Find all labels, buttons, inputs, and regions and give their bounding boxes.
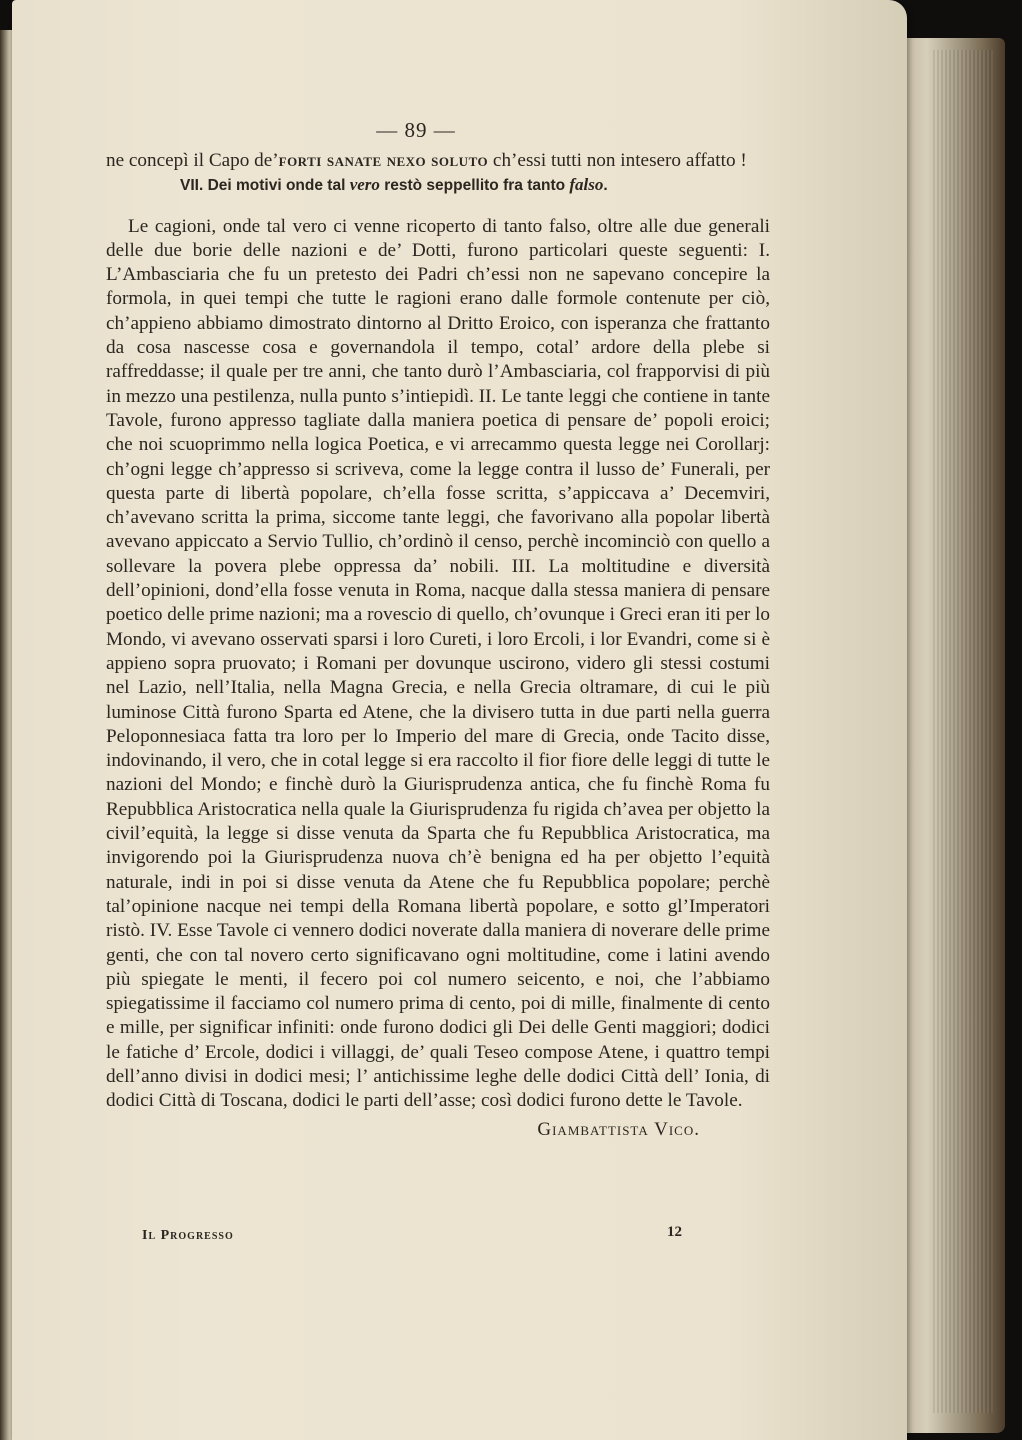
page [12,0,907,1440]
author-signature: Giambattista Vico. [537,1118,700,1140]
section-heading [106,173,770,198]
book-fore-edge [893,38,1005,1433]
intro-text-after: ch’essi tutti non intesero affatto ! [488,150,747,171]
footer-signature-number: 12 [667,1224,682,1240]
section-number: VII. [180,177,204,195]
section-italic-vero: vero [349,175,380,195]
footer-signature-title: Il Progresso [142,1228,234,1243]
intro-small-caps: forti sanate nexo soluto [278,150,489,170]
intro-paragraph [106,148,770,173]
section-end: . [603,177,608,195]
page-content [106,148,770,1142]
section-italic-falso: falso [569,175,604,195]
body-paragraph: Le cagioni, onde tal vero ci venne ricoperto di tanto falso, oltre alle due generali delle due borie delle nazioni e de’ Dotti, furono particolari queste seguenti: I. L’Ambasciaria che fu un pretesto dei Padri ch’essi non ne sapevano concepire la formola, in quei tempi che tutte le ragioni erano dalle formole contenute per ciò, ch’appieno abbiamo dimostrato dintorno al Dritto Eroico, con isperanza che frattanto da cosa nascesse cosa e governandola il tempo, cotal’ ardore della plebe si raffreddasse; il quale per tre anni, che tanto durò l’Ambasciaria, col frapporvisi di più in mezzo una pestilenza, nulla punto s’intiepidì. II. Le tante leggi che contiene in tante Tavole, furono appresso tagliate dalla maniera poetica di pensare de’ popoli eroici; che noi scuoprimmo nella logica Poetica, e vi arrecammo questa legge nei Corollarj: ch’ogni legge ch’appresso si scriveva, come la legge contra il lusso de’ Funerali, per questa parte di libertà popolare, ch’ella fosse scritta, s’appiccava a’ Decemviri, ch’avevano scritta la prima, siccome tante leggi, che favorivano alla popolar libertà avevano appiccato a Servio Tullio, ch’ordinò il censo, perchè incominciò con quello a sollevare la povera plebe oppressa da’ nobili. III. La moltitudine e diversità dell’opinioni, dond’ella fosse venuta in Roma, nacque dalla stessa maniera di pensare poetico delle prime nazioni; ma a rovescio di quello, ch’ovunque i Greci eran iti per lo Mondo, vi avevano osservati sparsi i loro Cureti, i loro Ercoli, i lor Evandri, come si è appieno sopra pruovato; i Romani per dovunque uscirono, videro gli stessi costumi nel Lazio, nell’Italia, nella Magna Grecia, e nella Grecia oltramare, di cui le più luminose Città furono Sparta ed Atene, che la divisero tutta in due parti nella guerra Peloponnesiaca fatta tra loro per lo Imperio del mare di Grecia, onde Tacito disse, indovinando, il vero, che in cotal legge si era raccolto il fior fiore delle leggi di tutte le nazioni del Mondo; e finchè durò la Giurisprudenza antica, che fu finchè Roma fu Repubblica Aristocratica nella quale la Giurisprudenza fu rigida ch’avea per objetto la civil’equità, la legge si disse venuta da Sparta che fu Repubblica Aristocratica, ma invigorendo poi la Giurisprudenza nuova ch’è benigna ed ha per objetto l’equità naturale, indi in poi si disse venuta da Atene che fu Repubblica popolare; perchè tal’opinione nacque nei tempi della Romana libertà popolare, e sotto gl’Imperatori ristò. IV. Esse Tavole ci vennero dodici noverate dalla maniera di noverare delle prime genti, che con tal novero certo significavano ogni moltitudine, come i latini avendo più spiegate le menti, il fecero poi col numero seicento, e noi, che l’abbiamo spiegatissime il facciamo col numero prima di cento, poi di mille, finalmente di cento e mille, per significar infiniti: onde furono dodici gli Dei delle Genti maggiori; dodici le fatiche d’ Ercole, dodici i villaggi, de’ quali Teseo compose Atene, i quattro tempi dell’anno divisi in dodici mesi; l’ antichissime leghe delle dodici Città dell’ Ionia, di dodici Città di Toscana, dodici le parti dell’asse; così dodici furono dette le Tavole. [106,215,770,1112]
intro-text-before: ne concepì il Capo de’ [106,150,279,171]
section-text: Dei motivi onde tal [207,177,350,195]
page-number: — 89 — [376,118,456,142]
section-text-2: restò seppellito fra tanto [379,177,570,195]
